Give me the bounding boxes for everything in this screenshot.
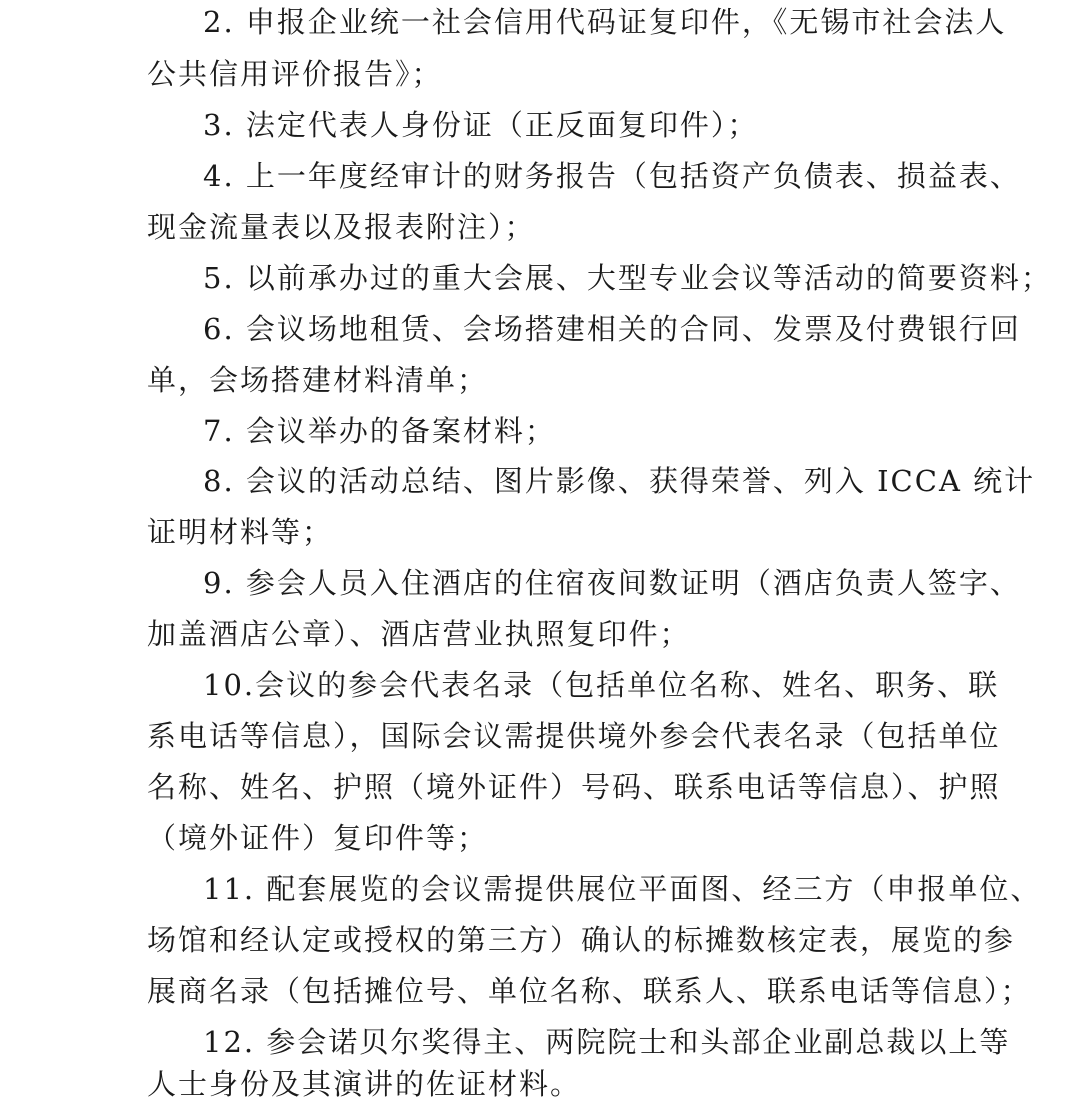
item-11-line-1: 11. 配套展览的会议需提供展位平面图、经三方（申报单位、 bbox=[203, 872, 1042, 906]
item-10-line-2: 系电话等信息），国际会议需提供境外参会代表名录（包括单位 bbox=[147, 719, 1001, 753]
item-4-line-2: 现金流量表以及报表附注）； bbox=[147, 210, 536, 244]
item-10-line-4: （境外证件）复印件等； bbox=[147, 821, 489, 855]
item-5-line-1: 5. 以前承办过的重大会展、大型专业会议等活动的简要资料； bbox=[203, 261, 1052, 295]
item-10-line-3: 名称、姓名、护照（境外证件）号码、联系电话等信息）、护照 bbox=[147, 770, 1001, 804]
item-9-line-1: 9. 参会人员入住酒店的住宿夜间数证明（酒店负责人签字、 bbox=[203, 566, 1021, 600]
item-11-line-2: 场馆和经认定或授权的第三方）确认的标摊数核定表，展览的参 bbox=[147, 923, 1016, 957]
item-11-line-3: 展商名录（包括摊位号、单位名称、联系人、联系电话等信息）； bbox=[147, 974, 1032, 1008]
item-9-line-2: 加盖酒店公章）、酒店营业执照复印件； bbox=[147, 617, 691, 651]
item-2-line-2: 公共信用评价报告》； bbox=[147, 57, 443, 91]
item-2-line-1: 2. 申报企业统一社会信用代码证复印件，《无锡市社会法人 bbox=[203, 5, 1007, 39]
item-6-line-1: 6. 会议场地租赁、会场搭建相关的合同、发票及付费银行回 bbox=[203, 312, 1021, 346]
item-8-line-2: 证明材料等； bbox=[147, 515, 334, 549]
item-4-line-1: 4. 上一年度经审计的财务报告（包括资产负债表、损益表、 bbox=[203, 159, 1021, 193]
item-6-line-2: 单，会场搭建材料清单； bbox=[147, 363, 489, 397]
item-10-line-1: 10.会议的参会代表名录（包括单位名称、姓名、职务、联 bbox=[203, 668, 1000, 702]
item-8-line-1: 8. 会议的活动总结、图片影像、获得荣誉、列入 ICCA 统计 bbox=[203, 464, 1036, 498]
item-12-line-1: 12. 参会诺贝尔奖得主、两院院士和头部企业副总裁以上等 bbox=[203, 1025, 1011, 1059]
item-3-line-1: 3. 法定代表人身份证（正反面复印件）； bbox=[203, 108, 759, 142]
item-12-line-2: 人士身份及其演讲的佐证材料。 bbox=[147, 1067, 582, 1101]
item-7-line-1: 7. 会议举办的备案材料； bbox=[203, 414, 556, 448]
